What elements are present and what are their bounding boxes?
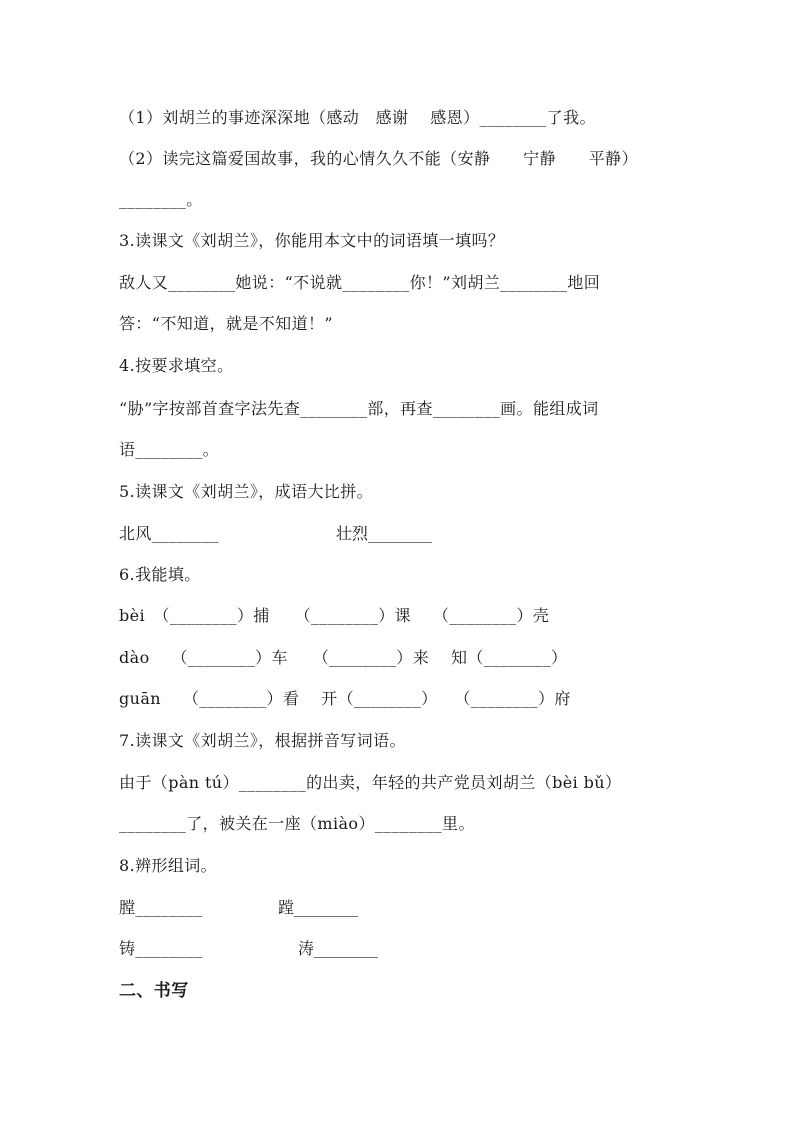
question-8-word-4: 涛________ — [298, 939, 379, 958]
question-4-text-1: “胁”字按部首查字法先查________部，再查________画。能组成词 — [119, 399, 599, 418]
question-5-idiom-2: 壮烈________ — [336, 524, 433, 543]
question-4-text-2: 语________。 — [119, 440, 219, 459]
section-heading-writing: 二、书写 — [119, 981, 189, 1001]
question-6-row-bei: bèi （________）捕 （________）课 （________）壳 — [119, 606, 550, 625]
question-3-text-1: 敌人又________她说：“不说就________你！”刘胡兰________地回 — [119, 273, 601, 292]
question-6-row-dao: dào （________）车 （________）来 知（________） — [119, 648, 568, 667]
question-6-title: 6.我能填。 — [119, 565, 201, 584]
question-6-row-guan: guān （________）看 开（________） （________）府 — [119, 689, 571, 708]
question-8-word-3: 铸________ — [119, 939, 203, 958]
question-2-item-2-blank: ________。 — [119, 190, 203, 209]
question-3-title: 3.读课文《刘胡兰》，你能用本文中的词语填一填吗？ — [119, 231, 505, 250]
question-7-text-2: ________了，被关在一座（miào）________里。 — [119, 814, 475, 833]
question-7-text-1: 由于（pàn tú）________的出卖，年轻的共产党员刘胡兰（bèi bǔ） — [119, 773, 622, 792]
question-2-item-2: （2）读完这篇爱国故事，我的心情久久不能（安静 宁静 平静） — [119, 149, 638, 168]
question-8-title: 8.辨形组词。 — [119, 856, 218, 875]
question-4-title: 4.按要求填空。 — [119, 356, 234, 375]
question-8-word-2: 蹚________ — [278, 898, 359, 917]
question-3-text-2: 答：“不知道，就是不知道！” — [119, 314, 333, 333]
question-8-word-1: 膛________ — [119, 898, 203, 917]
question-5-title: 5.读课文《刘胡兰》，成语大比拼。 — [119, 482, 374, 501]
question-5-idiom-1: 北风________ — [119, 524, 219, 543]
question-7-title: 7.读课文《刘胡兰》，根据拼音写词语。 — [119, 731, 406, 750]
question-2-item-1: （1）刘胡兰的事迹深深地（感动 感谢 感恩）________了我。 — [119, 108, 596, 127]
